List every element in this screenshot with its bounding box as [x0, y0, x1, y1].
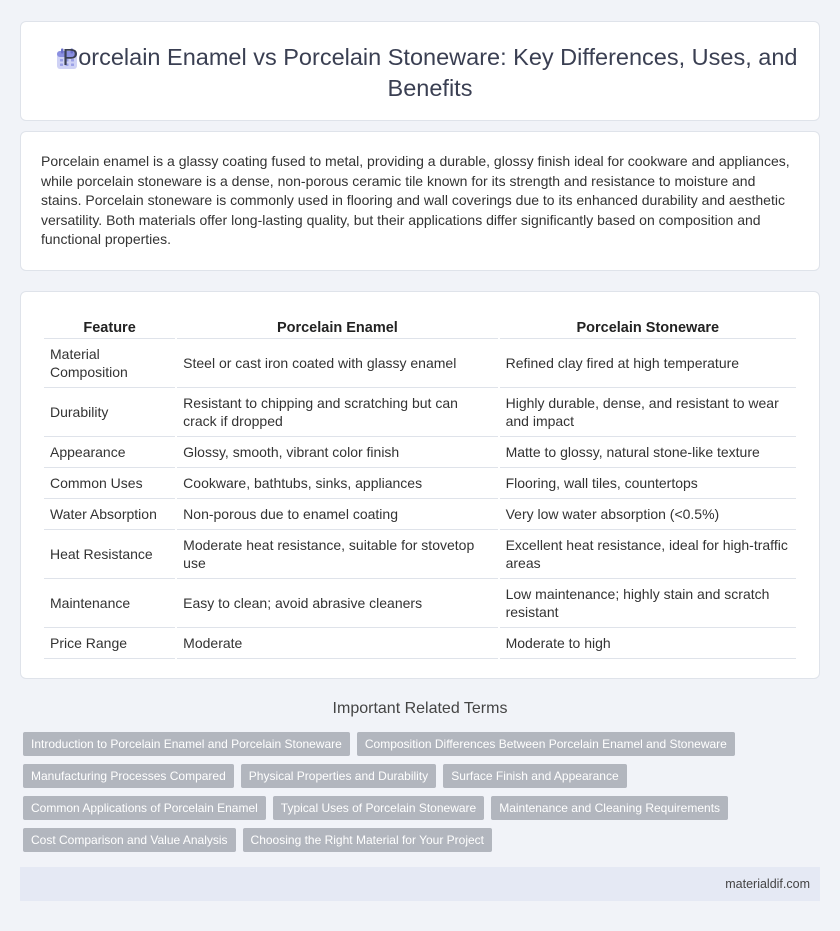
- intro-paragraph: Porcelain enamel is a glassy coating fused to metal, providing a durable, glossy finish ideal for cookware and appliances, while porcelain stoneware is a dense, non-porous ceramic tile known for its strength and resistance to moisture and stains. Porcelain stoneware is commonly used in flooring and wall coverings due to its enhanced durability and aesthetic versatility. Both materials offer long-lasting quality, but their applications differ significantly based on composition and functional properties.: [41, 153, 790, 248]
- stoneware-cell: Matte to glossy, natural stone-like texture: [500, 437, 796, 468]
- feature-cell: Heat Resistance: [44, 530, 175, 579]
- intro-card: [20, 131, 820, 271]
- enamel-cell: Non-porous due to enamel coating: [177, 499, 497, 530]
- table-row: [44, 499, 796, 530]
- comparison-table: [42, 312, 798, 659]
- related-terms-heading: Important Related Terms: [332, 700, 508, 717]
- enamel-cell: Easy to clean; avoid abrasive cleaners: [177, 579, 497, 628]
- stoneware-cell: Very low water absorption (<0.5%): [500, 499, 796, 530]
- table-row: [44, 339, 796, 388]
- table-row: [44, 388, 796, 437]
- related-term-tag[interactable]: Surface Finish and Appearance: [443, 764, 626, 788]
- related-term-tag[interactable]: Introduction to Porcelain Enamel and Porcelain Stoneware: [23, 732, 350, 756]
- table-row: [44, 437, 796, 468]
- enamel-cell: Cookware, bathtubs, sinks, appliances: [177, 468, 497, 499]
- enamel-cell: Moderate: [177, 628, 497, 659]
- tag-row: [23, 764, 823, 788]
- table-row: [44, 468, 796, 499]
- stoneware-cell: Low maintenance; highly stain and scratch resistant: [500, 579, 796, 628]
- related-term-tag[interactable]: Composition Differences Between Porcelain Enamel and Stoneware: [357, 732, 735, 756]
- tag-row: [23, 796, 823, 820]
- feature-cell: Maintenance: [44, 579, 175, 628]
- related-terms-list: [23, 732, 823, 860]
- feature-cell: Appearance: [44, 437, 175, 468]
- table-row: [44, 579, 796, 628]
- feature-cell: Price Range: [44, 628, 175, 659]
- feature-cell: Water Absorption: [44, 499, 175, 530]
- page-title: Porcelain Enamel vs Porcelain Stoneware: Key Differences, Uses, and Benefits: [62, 44, 798, 101]
- stoneware-cell: Moderate to high: [500, 628, 796, 659]
- stoneware-cell: Highly durable, dense, and resistant to wear and impact: [500, 388, 796, 437]
- enamel-cell: Moderate heat resistance, suitable for stovetop use: [177, 530, 497, 579]
- footer: [20, 867, 820, 901]
- table-row: [44, 628, 796, 659]
- related-term-tag[interactable]: Choosing the Right Material for Your Project: [243, 828, 492, 852]
- stoneware-cell: Excellent heat resistance, ideal for high-traffic areas: [500, 530, 796, 579]
- feature-cell: Common Uses: [44, 468, 175, 499]
- feature-cell: Material Composition: [44, 339, 175, 388]
- enamel-cell: Resistant to chipping and scratching but can crack if dropped: [177, 388, 497, 437]
- stoneware-cell: Refined clay fired at high temperature: [500, 339, 796, 388]
- header-porcelain-stoneware: Porcelain Stoneware: [500, 312, 796, 339]
- enamel-cell: Steel or cast iron coated with glassy enamel: [177, 339, 497, 388]
- related-term-tag[interactable]: Manufacturing Processes Compared: [23, 764, 234, 788]
- feature-cell: Durability: [44, 388, 175, 437]
- related-term-tag[interactable]: Cost Comparison and Value Analysis: [23, 828, 236, 852]
- related-term-tag[interactable]: Common Applications of Porcelain Enamel: [23, 796, 266, 820]
- tag-row: [23, 732, 823, 756]
- stoneware-cell: Flooring, wall tiles, countertops: [500, 468, 796, 499]
- related-term-tag[interactable]: Typical Uses of Porcelain Stoneware: [273, 796, 484, 820]
- tag-row: [23, 828, 823, 852]
- header-porcelain-enamel: Porcelain Enamel: [177, 312, 497, 339]
- table-row: [44, 530, 796, 579]
- related-term-tag[interactable]: Maintenance and Cleaning Requirements: [491, 796, 728, 820]
- footer-site-link[interactable]: materialdif.com: [725, 877, 810, 891]
- enamel-cell: Glossy, smooth, vibrant color finish: [177, 437, 497, 468]
- title-card: [20, 21, 820, 121]
- header-feature: Feature: [44, 312, 175, 339]
- table-header-row: [44, 312, 796, 339]
- comparison-card: [20, 291, 820, 679]
- related-term-tag[interactable]: Physical Properties and Durability: [241, 764, 436, 788]
